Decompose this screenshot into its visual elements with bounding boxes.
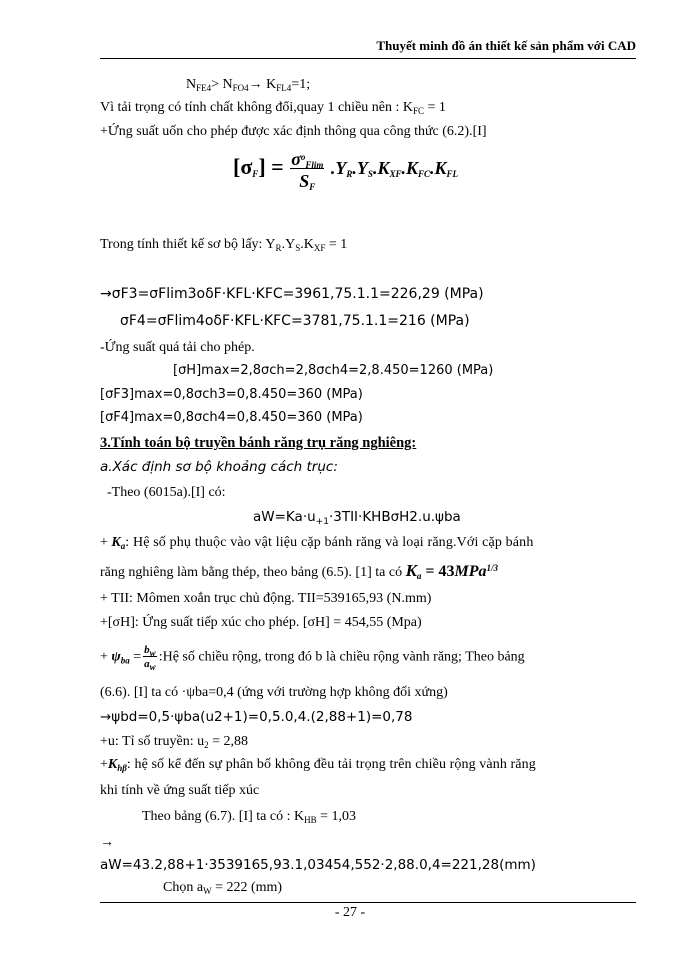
line-psi-bd: →ψbd=0,5·ψba(u2+1)=0,5.0,4.(2,88+1)=0,78	[100, 709, 413, 725]
subsection-a: a.Xác định sơ bộ khoảng cách trục:	[100, 459, 338, 475]
line-contact-note: khi tính về ứng suất tiếp xúc	[100, 783, 260, 798]
line-sigma-h-max: [σH]max=2,8σch=2,8σch4=2,8.450=1260 (MPa)	[173, 363, 494, 378]
line-psi-ba: + $\psi_{ba}$ = $\frac{b_w}{a_w}$ :Hệ số chiều rộng, trong đó b là chiều rộng vành răng; Theo bảng	[100, 644, 525, 672]
line-nfe4: $N_{FE4}> N_{FO4}\to K_{FL4}=1$;	[186, 77, 311, 93]
line-sigma-f3: →σF3=σFlim3oδF·KFL·KFC=3961,75.1.1=226,29 (MPa)	[100, 286, 484, 302]
footer-rule	[100, 902, 636, 903]
line-torque: + TII: Mômen xoắn trục chủ động. TII=539165,93 (N.mm)	[100, 591, 432, 606]
line-sigma-f3-max: [σF3]max=0,8σch3=0,8.450=360 (MPa)	[100, 387, 363, 402]
line-khb-desc: $+K_{h\beta}$: hệ số kể đến sự phân bố không đều tải trọng trên chiều rộng vành răng	[100, 757, 536, 773]
page-header-title: Thuyết minh đồ án thiết kế sản phẩm với CAD	[376, 38, 636, 53]
line-khb-value: Theo bảng (6.7). [I] ta có : $K_{HB} = 1,03$	[142, 809, 357, 825]
line-contact-stress: +[σH]: Ứng suất tiếp xúc cho phép. [σH] = 454,55 (Mpa)	[100, 615, 422, 630]
line-psi-ba-value: (6.6). [I] ta có ·ψba=0,4 (ứng với trường hợp không đối xứng)	[100, 685, 448, 700]
page-number: - 27 -	[334, 905, 366, 920]
line-overload-stress: -Ứng suất quá tải cho phép.	[100, 340, 255, 355]
section-heading-3: 3.Tính toán bộ truyền bánh răng trụ răng nghiêng:	[100, 435, 417, 451]
line-sigma-f4-max: [σF4]max=0,8σch4=0,8.450=360 (MPa)	[100, 410, 363, 425]
line-theo-6015a: -Theo (6015a).[I] có:	[107, 485, 226, 500]
line-sigma-f4: σF4=σFlim4oδF·KFL·KFC=3781,75.1.1=216 (MPa)	[120, 313, 470, 329]
formula-allowable-bending-stress: $[\sigma_F]$ = $\frac{\sigma^o_{Flim}}{S_F}$ $.Y_R.Y_S.K_{XF}.K_{FC}.K_{FL}$	[233, 149, 459, 192]
line-chosen-aw: Chọn $a_W = 222$ (mm)	[163, 880, 283, 896]
formula-aw: $aW=Ka\cdot u_{+1}\cdot 3TII\cdot KHB\sigma H2.u.\psi ba$	[253, 509, 461, 527]
line-kfc: Vì tải trọng có tính chất không đổi,quay 1 chiều nên : $K_{FC} = 1$	[100, 100, 446, 116]
header-rule	[100, 58, 636, 59]
line-aw-result: aW=43.2,88+1·3539165,93.1,03454,552·2,88.0,4=221,28(mm)	[100, 857, 536, 873]
line-preliminary-design: Trong tính thiết kế sơ bộ lấy: $Y_R.Y_S.K_{XF} = 1$	[100, 237, 348, 253]
line-ka-desc: + $K_a$: Hệ số phụ thuộc vào vật liệu cặp bánh răng và loại răng.Với cặp bánh	[100, 535, 534, 551]
line-bending-stress: +Ứng suất uốn cho phép được xác định thông qua công thức (6.2).[I]	[100, 124, 487, 139]
line-arrow: →	[100, 835, 114, 850]
line-gear-ratio: +u: Tỉ số truyền: $u_2 = 2,88$	[100, 734, 248, 750]
line-ka-value: răng nghiêng làm bằng thép, theo bảng (6.5). [1] ta có $K_a = 43MPa^{1/3}$	[100, 561, 499, 581]
